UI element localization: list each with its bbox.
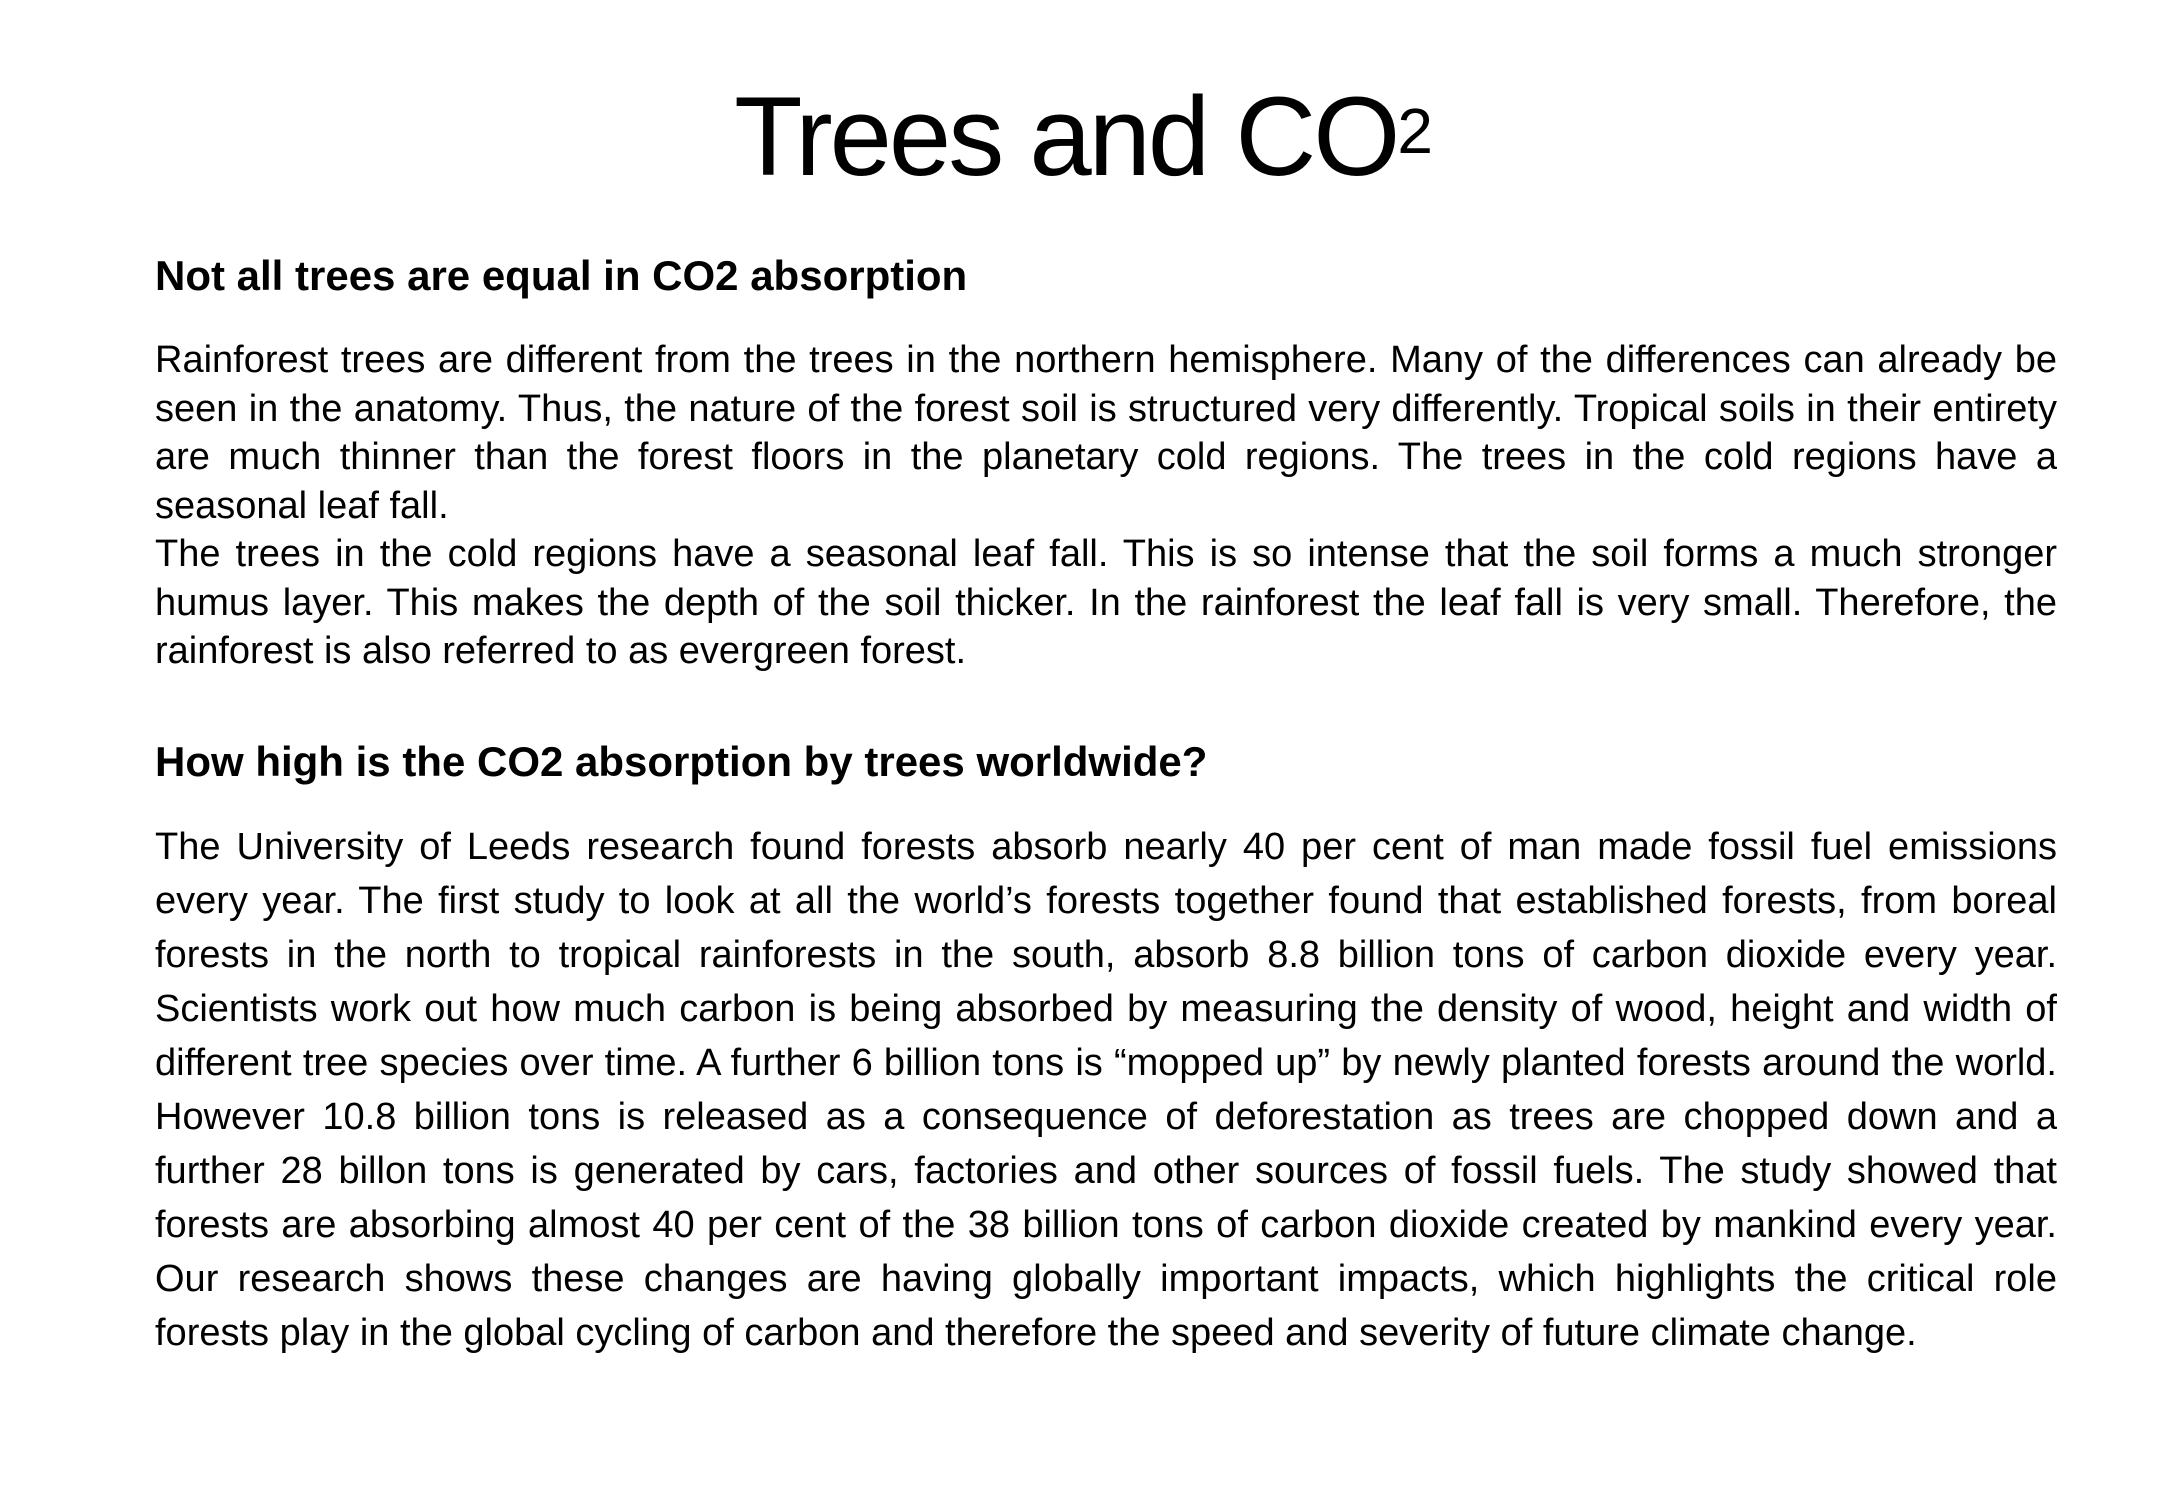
paragraph-leeds-research: The University of Leeds research found forests absorb nearly 40 per cent of man made fossil fuel emissions every year. The first study to look at all the world’s forests together found that established forests, from boreal forests in the north to tropical rainforests in the south, absorb 8.8 billion tons of carbon dioxide every year. Scientists work out how much carbon is being absorbed by measuring the density of wood, height and width of different tree species over time. A further 6 billion tons is “mopped up” by newly planted forests around the world. However 10.8 billion tons is released as a consequence of deforestation as trees are chopped down and a further 28 billon tons is generated by cars, factories and other sources of fossil fuels. The study showed that forests are absorbing almost 40 per cent of the 38 billion tons of carbon dioxide created by mankind every year. Our research shows these changes are having globally important impacts, which highlights the critical role forests play in the global cycling of carbon and therefore the speed and severity of future climate change.	[155, 826, 2057, 1354]
slide-title-superscript: 2	[1397, 95, 1433, 167]
slide-title-text: Trees and CO	[734, 74, 1398, 199]
section-body-tree-differences	[155, 336, 2057, 676]
paragraph-rainforest-anatomy: Rainforest trees are different from the trees in the northern hemisphere. Many of the differences can already be seen in the anatomy. Thus, the nature of the forest soil is structured very differently. Tropical soils in their entirety are much thinner than the forest floors in the planetary cold regions. The trees in the cold regions have a seasonal leaf fall.	[155, 339, 2057, 527]
section-heading-worldwide-absorption: How high is the CO2 absorption by trees worldwide?	[155, 738, 1208, 785]
section-heading-tree-differences: Not all trees are equal in CO2 absorption	[155, 252, 968, 299]
section-body-worldwide-absorption	[155, 820, 2057, 1360]
paragraph-leaf-fall: The trees in the cold regions have a seasonal leaf fall. This is so intense that the soil forms a much stronger humus layer. This makes the depth of the soil thicker. In the rainforest the leaf fall is very small. Therefore, the rainforest is also referred to as evergreen forest.	[155, 533, 2057, 672]
slide-title	[0, 72, 2167, 202]
